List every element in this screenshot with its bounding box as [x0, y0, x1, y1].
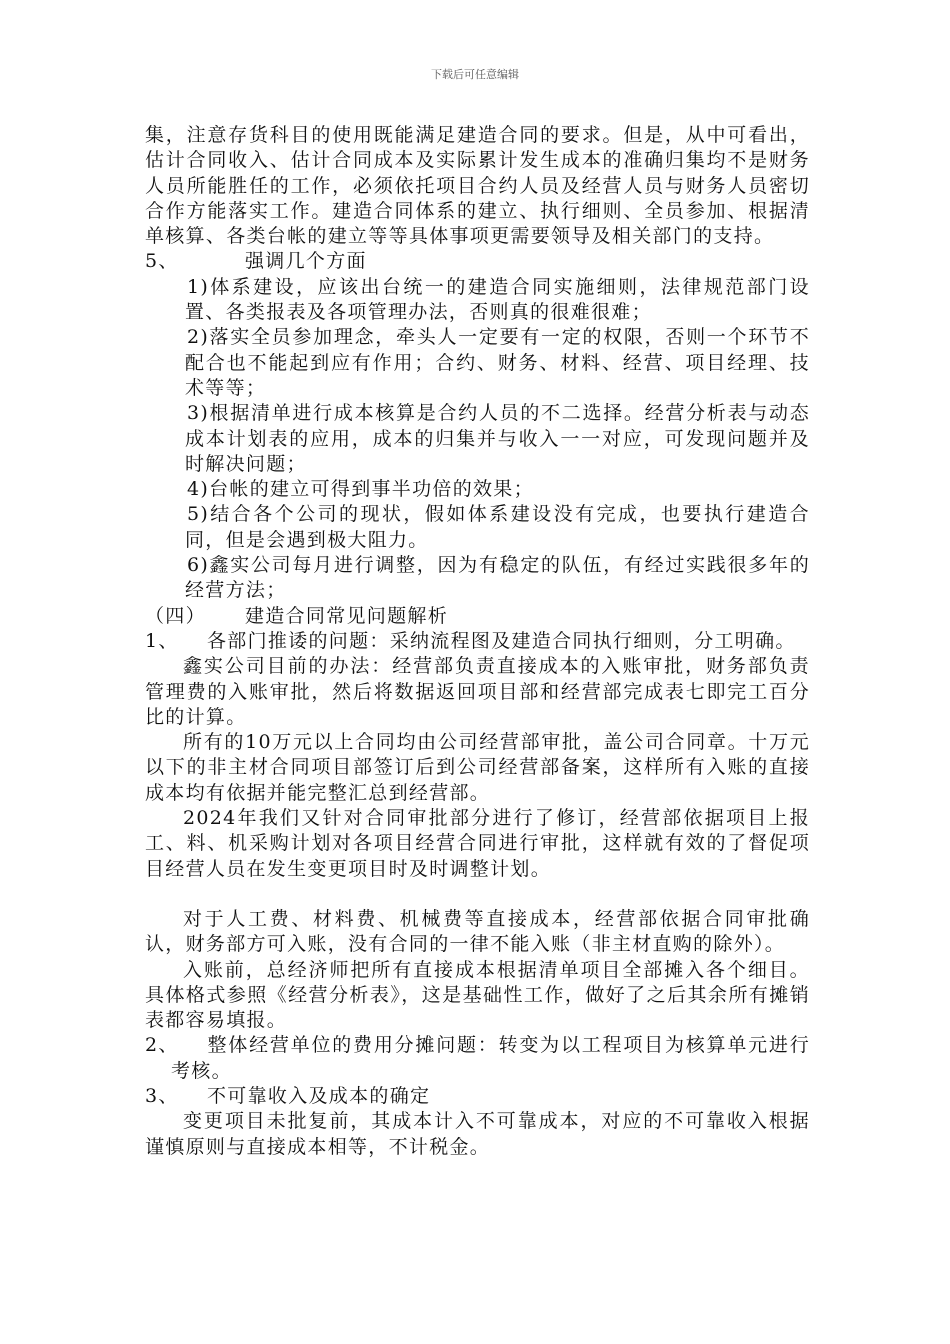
question-1-number: 1、 — [145, 629, 179, 652]
list-item-6: 6)鑫实公司每月进行调整，因为有稳定的队伍，有经过实践很多年的经营方法； — [185, 554, 810, 602]
section-4-text: 建造合同常见问题解析 — [245, 604, 449, 627]
paragraph-1: 鑫实公司目前的办法：经营部负责直接成本的入账审批，财务部负责管理费的入账审批，然后将数据返回项目部和经营部完成表七即完工百分比的计算。 — [145, 655, 810, 728]
paragraph-2: 所有的10万元以上合同均由公司经营部审批，盖公司合同章。十万元以下的非主材合同项目部签订后到公司经营部备案，这样所有入账的直接成本均有依据并能完整汇总到经营部。 — [145, 731, 810, 804]
question-2 — [145, 1033, 810, 1084]
question-3 — [145, 1084, 810, 1109]
list-item-4: 4)台帐的建立可得到事半功倍的效果； — [187, 478, 534, 501]
question-2-number: 2、 — [145, 1034, 179, 1057]
paragraph-6: 变更项目未批复前，其成本计入不可靠成本，对应的不可靠收入根据谨慎原则与直接成本相等，不计税金。 — [145, 1110, 810, 1158]
question-2-text: 整体经营单位的费用分摊问题：转变为以工程项目为核算单元进行考核。 — [171, 1034, 810, 1082]
question-1-text: 各部门推诿的问题：采纳流程图及建造合同执行细则，分工明确。 — [207, 629, 796, 652]
paragraph-5: 入账前，总经济师把所有直接成本根据清单项目全部摊入各个细目。具体格式参照《经营分析表》，这是基础性工作，做好了之后其余所有摊销表都容易填报。 — [145, 958, 810, 1032]
page-header: 下载后可任意编辑 — [431, 68, 519, 81]
list-item-1: 1)体系建设，应该出台统一的建造合同实施细则，法律规范部门设置、各类报表及各项管理办法，否则真的很难很难； — [185, 275, 810, 324]
question-1 — [145, 629, 810, 654]
paragraph-4: 对于人工费、材料费、机械费等直接成本，经营部依据合同审批确认，财务部方可入账，没有合同的一律不能入账（非主材直购的除外）。 — [145, 907, 810, 956]
question-3-number: 3、 — [145, 1084, 179, 1107]
list-item-3: 3)根据清单进行成本核算是合约人员的不二选择。经营分析表与动态成本计划表的应用，成本的归集并与收入一一对应，可发现问题并及时解决问题； — [185, 402, 810, 475]
heading-5-number: 5、 — [145, 250, 179, 273]
document-body — [145, 123, 810, 1160]
section-4-number: （四） — [145, 604, 206, 627]
paragraph-3: 2024年我们又针对合同审批部分进行了修订，经营部依据项目上报工、料、机采购计划对各项目经营合同进行审批，这样就有效的了督促项目经营人员在发生变更项目时及时调整计划。 — [145, 807, 810, 880]
blank-line — [145, 882, 810, 907]
section-4-heading — [145, 604, 810, 629]
list-item-2: 2)落实全员参加理念，牵头人一定要有一定的权限，否则一个环节不配合也不能起到应有作用；合约、财务、材料、经营、项目经理、技术等等； — [185, 326, 810, 399]
paragraph-intro: 集，注意存货科目的使用既能满足建造合同的要求。但是，从中可看出，估计合同收入、估计合同成本及实际累计发生成本的准确归集均不是财务人员所能胜任的工作，必须依托项目合约人员及经营人员与财务人员密切合作方能落实工作。建造合同体系的建立、执行细则、全员参加、根据清单核算、各类台帐的建立等等具体事项更需要领导及相关部门的支持。 — [145, 124, 810, 248]
heading-5 — [145, 249, 810, 274]
question-3-text: 不可靠收入及成本的确定 — [207, 1084, 431, 1107]
list-item-5: 5)结合各个公司的现状，假如体系建设没有完成，也要执行建造合同，但是会遇到极大阻力。 — [185, 503, 810, 551]
heading-5-text: 强调几个方面 — [245, 250, 367, 273]
